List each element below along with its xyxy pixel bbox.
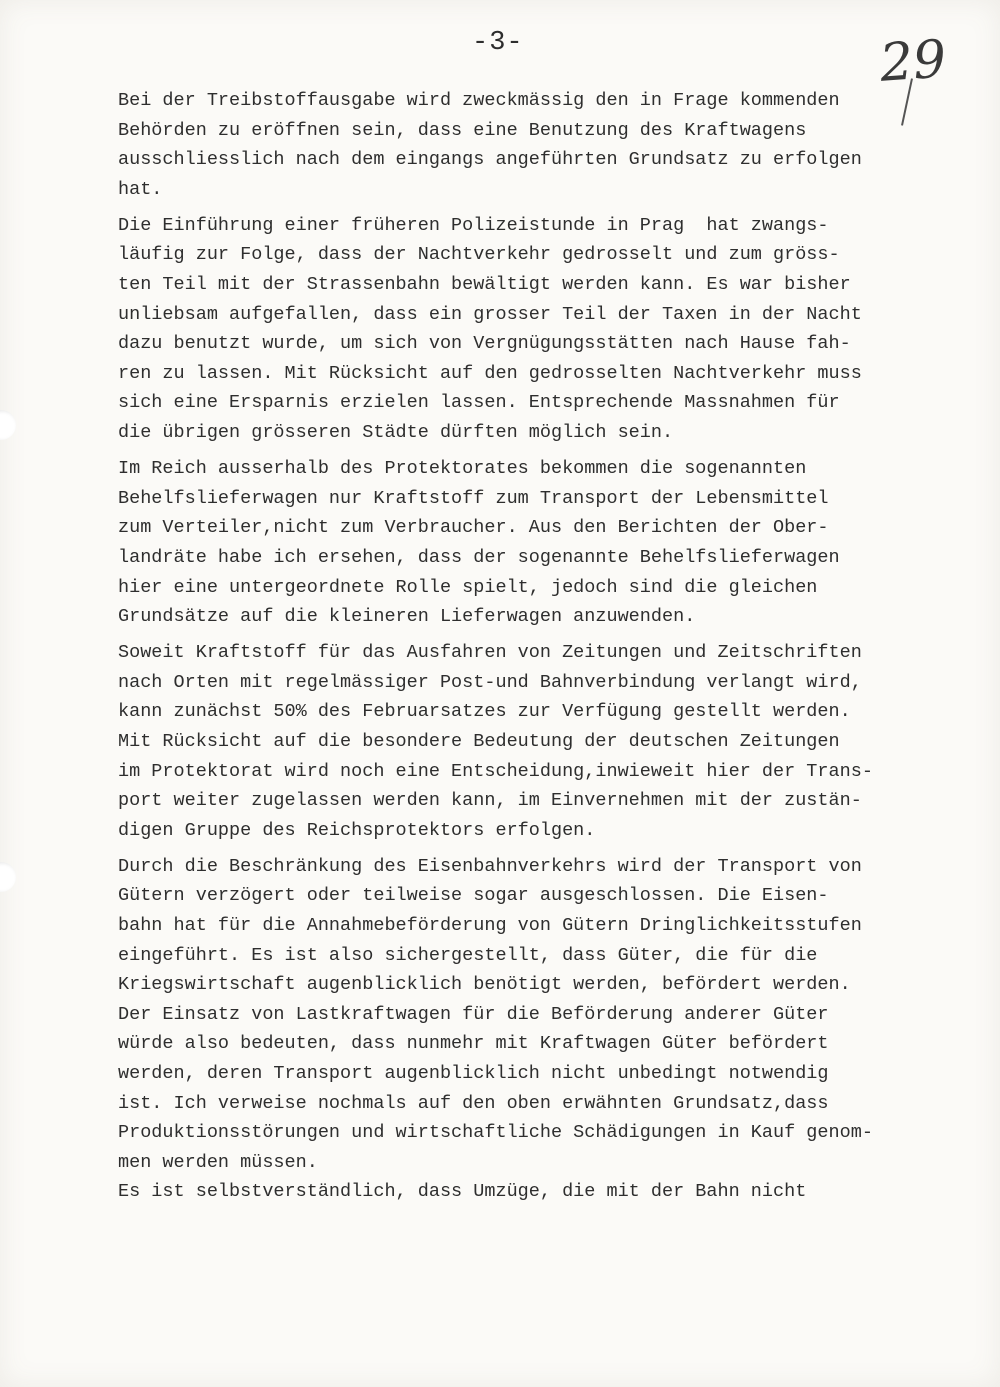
punch-hole-upper bbox=[0, 410, 16, 440]
paragraph-5 bbox=[118, 852, 940, 1207]
text-line: bahn hat für die Annahmebeförderung von Gütern Dringlichkeitsstufen bbox=[118, 915, 862, 937]
text-line: unliebsam aufgefallen, dass ein grosser Teil der Taxen in der Nacht bbox=[118, 303, 862, 325]
text-line: Soweit Kraftstoff für das Ausfahren von Zeitungen und Zeitschriften bbox=[118, 642, 862, 664]
text-line: hat. bbox=[118, 178, 163, 200]
text-line: Mit Rücksicht auf die besondere Bedeutung der deutschen Zeitungen bbox=[118, 730, 840, 752]
text-line: kann zunächst 50% des Februarsatzes zur Verfügung gestellt werden. bbox=[118, 701, 851, 723]
paragraph-1 bbox=[118, 86, 940, 204]
paragraph-3 bbox=[118, 454, 940, 632]
text-line: landräte habe ich ersehen, dass der sogenannte Behelfslieferwagen bbox=[118, 546, 840, 568]
text-line: Die Einführung einer früheren Polizeistunde in Prag hat zwangs- bbox=[118, 214, 829, 236]
text-line: ausschliesslich nach dem eingangs angeführten Grundsatz zu erfolgen bbox=[118, 149, 862, 171]
text-line: ist. Ich verweise nochmals auf den oben erwähnten Grundsatz,dass bbox=[118, 1092, 829, 1114]
text-line: hier eine untergeordnete Rolle spielt, jedoch sind die gleichen bbox=[118, 576, 818, 598]
paragraph-2 bbox=[118, 211, 940, 448]
punch-hole-lower bbox=[0, 862, 16, 892]
text-line: men werden müssen. bbox=[118, 1151, 318, 1173]
text-line: Im Reich ausserhalb des Protektorates bekommen die sogenannten bbox=[118, 458, 807, 480]
text-line: zum Verteiler,nicht zum Verbraucher. Aus den Berichten der Ober- bbox=[118, 517, 829, 539]
text-line: ten Teil mit der Strassenbahn bewältigt werden kann. Es war bisher bbox=[118, 274, 851, 296]
text-line: Gütern verzögert oder teilweise sogar ausgeschlossen. Die Eisen- bbox=[118, 885, 829, 907]
text-line: werden, deren Transport augenblicklich nicht unbedingt notwendig bbox=[118, 1063, 829, 1084]
text-line: Grundsätze auf die kleineren Lieferwagen anzuwenden. bbox=[118, 606, 696, 628]
text-line: Es ist selbstverständlich, dass Umzüge, die mit der Bahn nicht bbox=[118, 1181, 807, 1203]
page-number: -3- bbox=[472, 28, 524, 58]
paragraph-4 bbox=[118, 638, 940, 845]
text-line: würde also bedeuten, dass nunmehr mit Kraftwagen Güter befördert bbox=[118, 1033, 829, 1055]
text-line: läufig zur Folge, dass der Nachtverkehr gedrosselt und zum gröss- bbox=[118, 244, 840, 266]
text-line: Behelfslieferwagen nur Kraftstoff zum Transport der Lebensmittel bbox=[118, 487, 829, 509]
handwritten-folio-number: 29 bbox=[878, 29, 949, 94]
text-line: port weiter zugelassen werden kann, im Einvernehmen mit der zustän- bbox=[118, 790, 862, 812]
text-line: nach Orten mit regelmässiger Post-und Bahnverbindung verlangt wird, bbox=[118, 671, 862, 693]
text-line: die übrigen grösseren Städte dürften möglich sein. bbox=[118, 422, 674, 444]
text-line: Der Einsatz von Lastkraftwagen für die Beförderung anderer Güter bbox=[118, 1003, 829, 1025]
text-line: Bei der Treibstoffausgabe wird zweckmässig den in Frage kommenden bbox=[118, 90, 840, 111]
text-line: eingeführt. Es ist also sichergestellt, dass Güter, die für die bbox=[118, 944, 818, 966]
text-line: ren zu lassen. Mit Rücksicht auf den gedrosselten Nachtverkehr muss bbox=[118, 362, 862, 384]
body-text bbox=[118, 86, 940, 1207]
text-line: dazu benutzt wurde, um sich von Vergnügungsstätten nach Hause fah- bbox=[118, 333, 851, 355]
text-line: Behörden zu eröffnen sein, dass eine Benutzung des Kraftwagens bbox=[118, 119, 807, 141]
text-line: Produktionsstörungen und wirtschaftliche Schädigungen in Kauf genom- bbox=[118, 1122, 873, 1144]
text-line: Kriegswirtschaft augenblicklich benötigt werden, befördert werden. bbox=[118, 974, 851, 996]
text-line: digen Gruppe des Reichsprotektors erfolgen. bbox=[118, 819, 596, 841]
text-line: sich eine Ersparnis erzielen lassen. Entsprechende Massnahmen für bbox=[118, 392, 840, 414]
text-line: im Protektorat wird noch eine Entscheidung,inwieweit hier der Trans- bbox=[118, 760, 873, 782]
text-line: Durch die Beschränkung des Eisenbahnverkehrs wird der Transport von bbox=[118, 855, 862, 877]
